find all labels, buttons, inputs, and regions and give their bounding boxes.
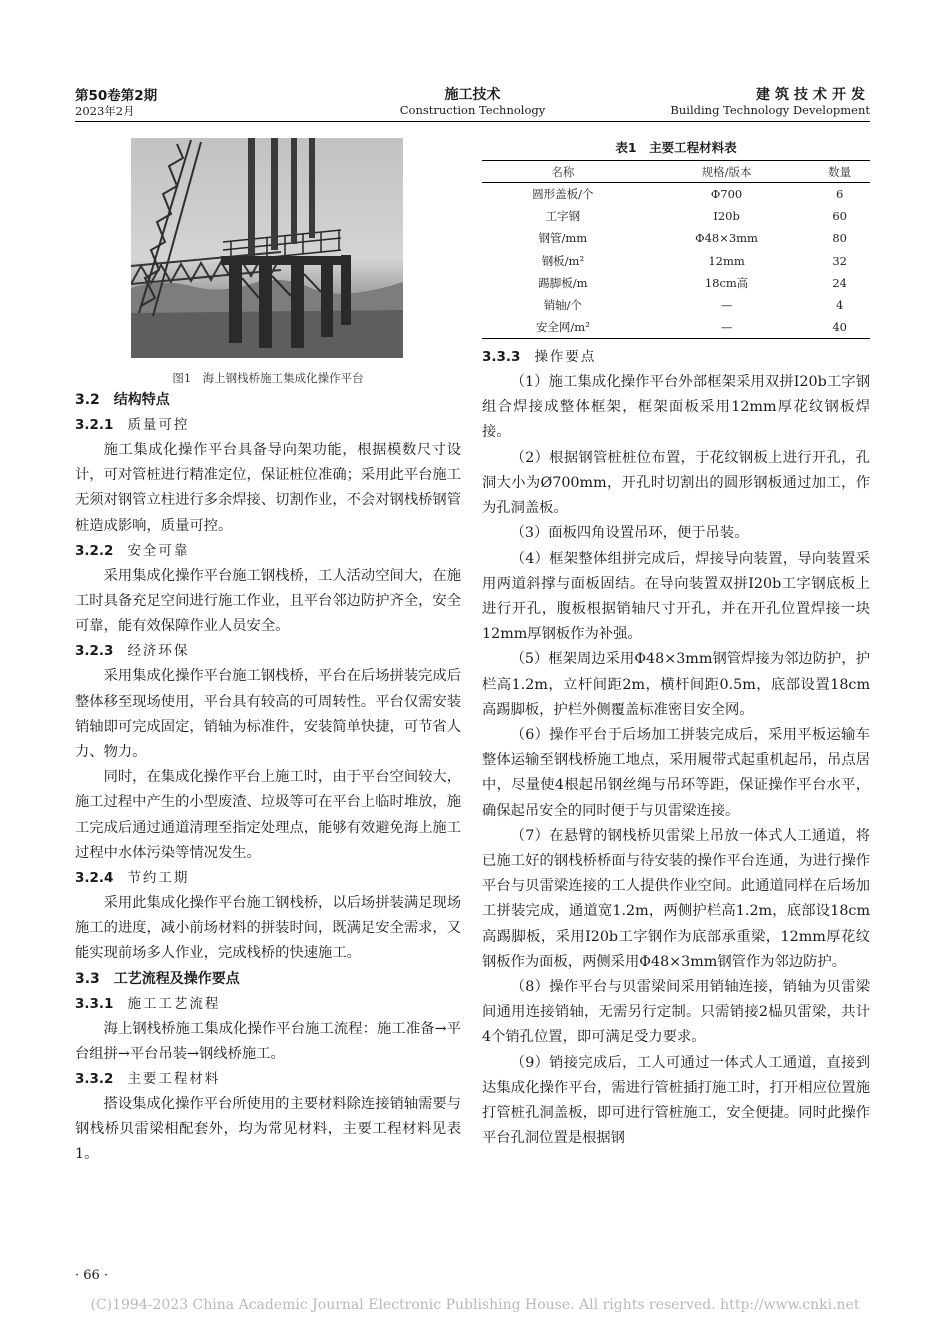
table-cell: Φ700 (710, 186, 743, 201)
table-cell: 24 (832, 275, 847, 290)
subsection-number: 3.2.1 (75, 417, 114, 433)
subsection-number: 3.2.2 (75, 542, 114, 559)
table-cell: 圆形盖板/个 (532, 186, 594, 201)
paragraph: （3）面板四角设置吊环，便于吊装。 (510, 525, 749, 542)
section-heading-3-3: 3.3 工艺流程及操作要点 (75, 970, 240, 987)
subsection-number: 3.3.2 (75, 1071, 114, 1088)
volume-issue: 第50卷第2期 (75, 88, 158, 104)
table-cell: 40 (832, 320, 847, 335)
table-row (482, 272, 870, 294)
table-cell: I20b (713, 208, 740, 223)
paragraph: （8）操作平台与贝雷梁间采用销轴连接，销轴为贝雷梁间通用连接销轴，无需另行定制。只需销接2榀贝雷梁，共计4个销孔位置，即可满足受力要求。 (482, 978, 870, 1046)
table-cell: 6 (836, 186, 844, 201)
subsection-heading-3-2-3 (75, 639, 461, 664)
table-cell: — (720, 320, 733, 335)
table-row (482, 316, 870, 338)
journal-title: 施工技术 (444, 87, 501, 103)
subsection-heading-3-3-2 (75, 1067, 461, 1092)
subsection-title: 施工工艺流程 (127, 995, 221, 1012)
left-column (75, 138, 461, 1168)
subsection-title: 主要工程材料 (127, 1071, 221, 1088)
subsection-number: 3.2.4 (75, 870, 114, 887)
running-header (75, 84, 870, 122)
copyright-watermark: (C)1994-2023 China Academic Journal Electronic Publishing House. All rights reserved. http://www.cnki.net (90, 1297, 860, 1313)
table-row (482, 205, 870, 227)
paragraph: （7）在悬臂的钢栈桥贝雷梁上吊放一体式人工通道，将已施工好的钢栈桥桥面与待安装的操作平台连通，为进行操作平台与贝雷梁连接的工人提供作业空间。此通道同样在后场加工拼装完成，通道宽1.2m，两侧护栏高1.2m，底部设18cm高踢脚板，采用I20b工字钢作为底部承重梁，12mm厚花纹钢板作为面板，两侧采用Φ48×3mm钢管作为邻边防护。 (482, 827, 870, 970)
paragraph: 海上钢栈桥施工集成化操作平台施工流程：施工准备→平台组拼→平台吊装→钢线桥施工。 (75, 1020, 461, 1062)
page-number: · 66 · (75, 1268, 109, 1283)
table-cell: Φ48×3mm (695, 231, 758, 246)
table-header-row (482, 161, 870, 183)
figure-photo (131, 138, 403, 358)
subsection-title: 安全可靠 (127, 542, 190, 559)
table-cell: 4 (836, 298, 844, 313)
table-header-cell: 数量 (809, 161, 870, 183)
subsection-title: 操作要点 (534, 349, 597, 366)
subsection-title: 节约工期 (127, 870, 190, 887)
paragraph: 采用此集成化操作平台施工钢栈桥，以后场拼装满足现场施工的进度，减小前场材料的拼装时间，既满足安全需求，又能实现前场多人作业，完成栈桥的快速施工。 (75, 895, 462, 962)
table-row (482, 249, 870, 271)
paragraph: （6）操作平台于后场加工拼装完成后，采用平板运输车整体运输至钢栈桥施工地点，采用履带式起重机起吊，吊点居中，尽量使4根起吊钢丝绳与吊环等距，保证操作平台水平，确保起吊安全的同时便于与贝雷梁连接。 (482, 726, 870, 819)
figure-caption: 图1 海上钢栈桥施工集成化操作平台 (172, 371, 364, 385)
table-cell: 钢管/mm (538, 231, 588, 246)
paragraph: （1）施工集成化操作平台外部框架采用双拼I20b工字钢组合焊接成整体框架，框架面板采用12mm厚花纹钢板焊接。 (482, 374, 870, 441)
paragraph: （2）根据钢管桩桩位布置，于花纹钢板上进行开孔，孔洞大小为Ø700mm，开孔时切割出的圆形钢板通过加工，作为孔洞盖板。 (482, 449, 870, 517)
paragraph: 采用集成化操作平台施工钢栈桥，平台在后场拼装完成后整体移至现场使用，平台具有较高的可周转性。平台仅需安装销轴即可完成固定，销轴为标准件，安装简单快捷，可节省人力、物力。 (75, 668, 462, 761)
table-cell: — (720, 298, 733, 313)
paragraph: 施工集成化操作平台具备导向架功能，根据模数尺寸设计，可对管桩进行精准定位，保证桩位准确；采用此平台施工无须对钢管立柱进行多余焊接、切割作业，不会对钢栈桥钢管桩造成影响，质量可控。 (75, 442, 462, 534)
table-row (482, 227, 870, 249)
publication-date: 2023年2月 (75, 104, 135, 118)
subsection-number: 3.3.1 (75, 995, 114, 1012)
table-header-cell: 规格/版本 (644, 161, 810, 183)
section-heading-3-2: 3.2 结构特点 (75, 392, 170, 408)
paragraph: （9）销接完成后，工人可通过一体式人工通道，直接到达集成化操作平台，需进行管桩插打施工时，打开相应位置施打管桩孔洞盖板，即可进行管桩施工，安全便捷。同时此操作平台孔洞位置是根据钢 (482, 1054, 870, 1147)
table-cell: 12mm (708, 253, 745, 268)
table-cell: 60 (832, 208, 847, 223)
subsection-heading-3-3-1 (75, 992, 461, 1017)
table-row (482, 294, 870, 316)
materials-table (482, 160, 870, 339)
table-title: 表1 主要工程材料表 (615, 140, 737, 155)
subsection-number: 3.3.3 (482, 349, 521, 366)
table-header-cell: 名称 (482, 161, 644, 183)
paragraph: （4）框架整体组拼完成后，焊接导向装置，导向装置采用两道斜撑与面板固结。在导向装置双拼I20b工字钢底板上进行开孔，腹板根据销轴尺寸开孔，并在开孔位置焊接一块12mm厚钢板作为补强。 (482, 550, 870, 643)
table-cell: 安全网/m² (535, 320, 590, 335)
table-cell: 钢板/m² (541, 253, 585, 268)
subsection-heading-3-2-4 (75, 866, 461, 891)
table-cell: 32 (832, 253, 847, 268)
paragraph: 采用集成化操作平台施工钢栈桥，工人活动空间大，在施工时具备充足空间进行施工作业，且平台邻边防护齐全，安全可靠，能有效保障作业人员安全。 (75, 567, 462, 635)
subsection-heading-3-3-3 (482, 345, 870, 370)
journal-title-en: Construction Technology (399, 103, 546, 117)
paragraph: 搭设集成化操作平台所使用的主要材料除连接销轴需要与钢栈桥贝雷梁相配套外，均为常见材料，主要工程材料见表1。 (75, 1096, 462, 1163)
subsection-title: 质量可控 (127, 417, 190, 433)
subsection-title: 经济环保 (127, 643, 190, 660)
paragraph: （5）框架周边采用Φ48×3mm钢管焊接为邻边防护，护栏高1.2m，立杆间距2m，横杆间距0.5m，底部设置18cm高踢脚板，护栏外侧覆盖标准密目安全网。 (482, 651, 870, 718)
construction-platform-photo (131, 138, 403, 358)
right-column (482, 138, 870, 1151)
subsection-heading-3-2-2 (75, 539, 461, 564)
section-title-en: Building Technology Development (670, 103, 870, 117)
table-cell: 销轴/个 (543, 298, 583, 313)
table-cell: 踢脚板/m (538, 275, 588, 290)
table-cell: 80 (832, 231, 847, 246)
table-cell: 工字钢 (545, 208, 581, 223)
subsection-heading-3-2-1 (75, 413, 461, 438)
paragraph: 同时，在集成化操作平台上施工时，由于平台空间较大，施工过程中产生的小型废渣、垃圾等可在平台上临时堆放，施工完成后通过通道清理至指定处理点，能够有效避免海上施工过程中水体污染等情况发生。 (75, 769, 462, 861)
table-row (482, 183, 870, 205)
table-cell: 18cm高 (704, 275, 749, 290)
subsection-number: 3.2.3 (75, 643, 114, 660)
section-title: 建筑技术开发 (756, 87, 870, 103)
